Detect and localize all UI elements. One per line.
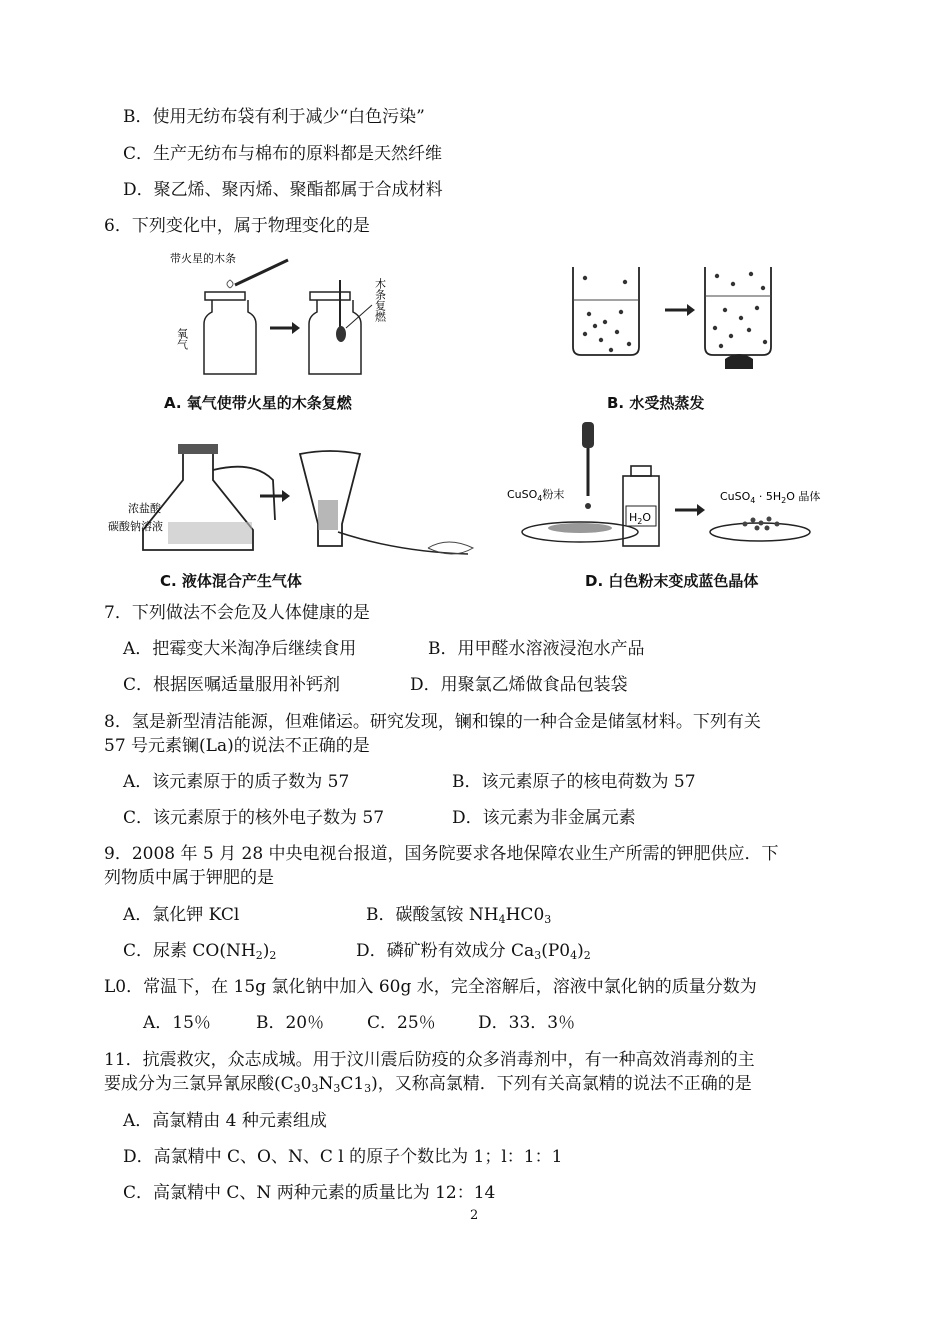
q11-option-d: D．高氯精中 C、O、N、C l 的原子个数比为 1；l：1：1: [123, 1147, 563, 1167]
figure-a-caption: A. 氧气使带火星的木条复燃: [164, 394, 352, 412]
figure-c-label-solution: 碳酸钠溶液: [108, 520, 163, 533]
figure-b-water: [565, 262, 795, 377]
figure-a-label-oxygen: 氧气: [175, 328, 189, 350]
q8-option-d: D．该元素为非金属元素: [452, 808, 636, 828]
figure-a-label-stick: 带火星的木条: [170, 252, 236, 265]
figure-c-caption: C. 液体混合产生气体: [160, 572, 302, 590]
figure-d-powder: [505, 420, 821, 555]
figure-d-label-water: $H_2O$: [629, 511, 652, 526]
q9-stem-line2: 列物质中属于钾肥的是: [104, 868, 274, 888]
q7-option-b: B．用甲醛水溶液浸泡水产品: [428, 639, 645, 659]
figure-a-oxygen: [160, 250, 420, 380]
figure-d-caption: D. 白色粉末变成蓝色晶体: [585, 572, 759, 590]
q5-option-c: C．生产无纺布与棉布的原料都是天然纤维: [123, 144, 443, 164]
q9-option-a: A．氯化钾 KCl: [123, 905, 240, 925]
q7-option-c: C．根据医嘱适量服用补钙剂: [123, 675, 341, 695]
q10-option-d: D．33．3％: [478, 1013, 576, 1033]
q11-stem-line1: 11．抗震救灾，众志成城。用于汶川震后防疫的众多消毒剂中，有一种高效消毒剂的主: [104, 1050, 755, 1070]
figure-c-label-acid: 浓盐酸: [128, 502, 161, 515]
q8-stem-line2: 57 号元素镧(La)的说法不正确的是: [104, 736, 370, 756]
q7-option-d: D．用聚氯乙烯做食品包装袋: [410, 675, 628, 695]
q5-option-d: D．聚乙烯、聚丙烯、聚酯都属于合成材料: [123, 180, 443, 200]
q9-option-b: B．碳酸氢铵 $NH_4HC0_3$: [366, 905, 552, 926]
q7-option-a: A．把霉变大米淘净后继续食用: [123, 639, 357, 659]
q10-option-c: C．25％: [367, 1013, 436, 1033]
q9-option-d: D．磷矿粉有效成分 $Ca_3(P0_4)_2$: [356, 941, 591, 962]
q8-option-a: A．该元素原于的质子数为 57: [123, 772, 350, 792]
q8-option-b: B．该元素原子的核电荷数为 57: [452, 772, 696, 792]
q10-stem: L0．常温下，在 15g 氯化钠中加入 60g 水，完全溶解后，溶液中氯化钠的质量分数为: [104, 977, 757, 997]
q11-option-c: C．高氯精中 C、N 两种元素的质量比为 12：14: [123, 1183, 496, 1203]
q8-option-c: C．该元素原于的核外电子数为 57: [123, 808, 385, 828]
figure-d-label-crystal: CuSO$_4$ · $5H_2O$ 晶体: [720, 490, 821, 505]
q5-option-b: B．使用无纺布袋有利于减少“白色污染”: [123, 107, 425, 127]
q7-stem: 7．下列做法不会危及人体健康的是: [104, 603, 370, 623]
q11-option-a: A．高氯精由 4 种元素组成: [123, 1111, 327, 1131]
figure-c-liquids: [108, 440, 498, 560]
figure-a-label-relit: 木条复燃: [373, 278, 387, 322]
page-number: 2: [470, 1208, 479, 1223]
q10-option-b: B．20％: [256, 1013, 325, 1033]
q6-stem: 6．下列变化中，属于物理变化的是: [104, 216, 370, 236]
figure-d-label-powder: CuSO$_4$粉末: [507, 488, 565, 503]
q9-option-c: C．尿素 $CO(NH_2)_2$: [123, 941, 277, 962]
figure-b-caption: B. 水受热蒸发: [607, 394, 705, 412]
q11-stem-line2: 要成分为三氯异氰尿酸$(C_30_3N_3C1_3)$，又称高氯精．下列有关高氯精的说法不正确的是: [104, 1074, 752, 1095]
q9-stem-line1: 9．2008 年 5 月 28 中央电视台报道，国务院要求各地保障农业生产所需的钾肥供应．下: [104, 844, 779, 864]
q10-option-a: A．15％: [143, 1013, 211, 1033]
q8-stem-line1: 8．氢是新型清洁能源，但难储运。研究发现，镧和镍的一种合金是储氢材料。下列有关: [104, 712, 761, 732]
